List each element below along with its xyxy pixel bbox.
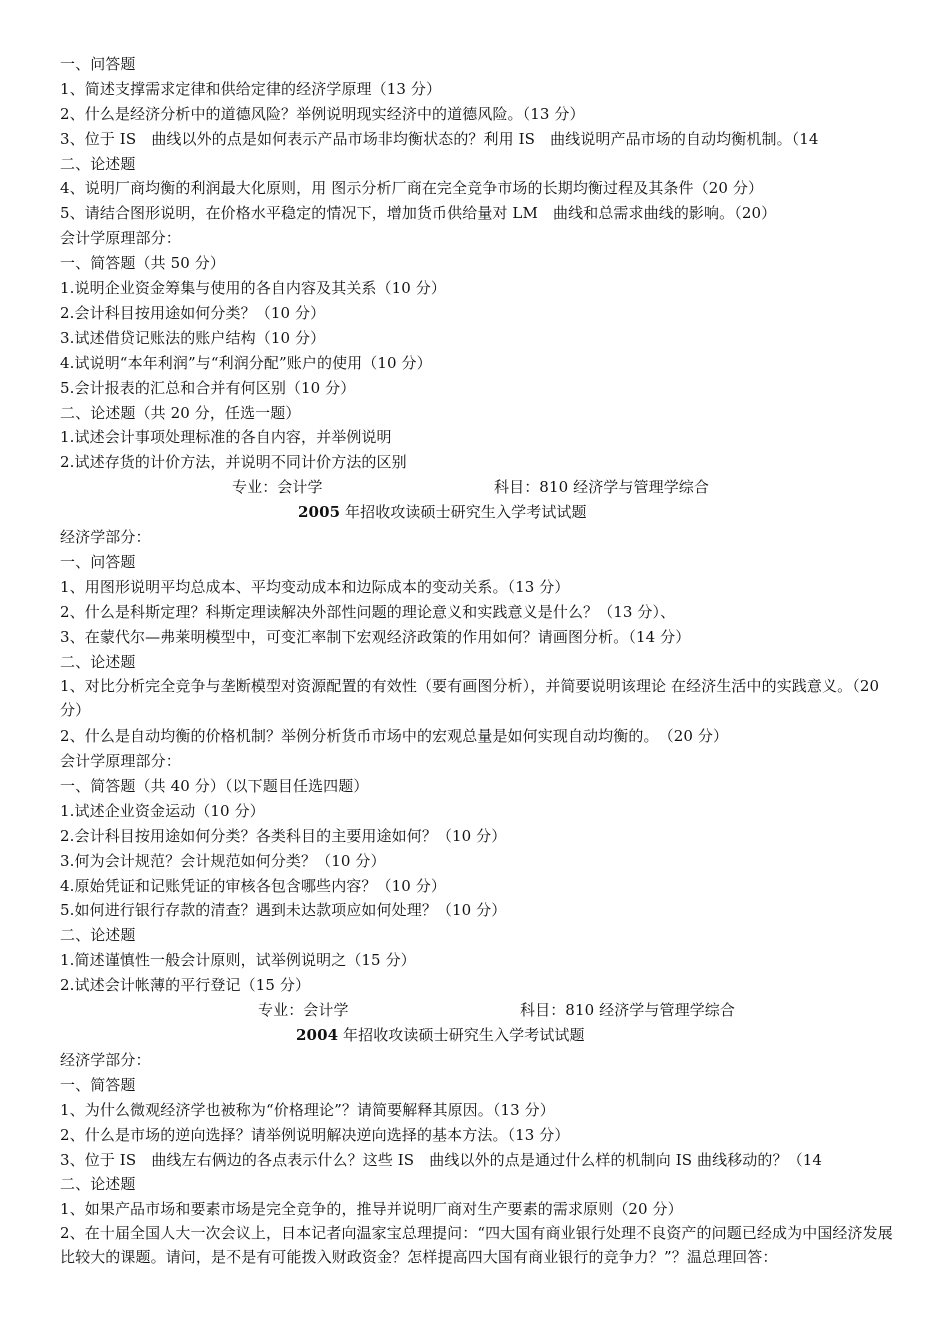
question-line: 1、对比分析完全竞争与垄断模型对资源配置的有效性（要有画图分析），并简要说明该理论 在经济生活中的实践意义。（20 分）	[60, 677, 880, 719]
section-heading: 一、问答题	[60, 553, 136, 571]
exam-title-text: 年招收攻读硕士研究生入学考试试题	[343, 1026, 585, 1044]
exam-year: 2004	[296, 1026, 339, 1044]
section-heading: 一、问答题	[60, 55, 136, 73]
exam-title-text: 年招收攻读硕士研究生入学考试试题	[345, 503, 587, 521]
question-line: 3.试述借贷记账法的账户结构（10 分）	[60, 329, 326, 347]
question-line: 2、什么是自动均衡的价格机制？举例分析货币市场中的宏观总量是如何实现自动均衡的。 （20 分）	[60, 727, 729, 745]
section-heading: 二、论述题	[60, 926, 136, 944]
question-line: 2、什么是市场的逆向选择？请举例说明解决逆向选择的基本方法。（13 分）	[60, 1126, 570, 1144]
question-line: 5.会计报表的汇总和合并有何区别（10 分）	[60, 379, 356, 397]
question-line: 3、位于 IS 曲线以外的点是如何表示产品市场非均衡状态的？利用 IS 曲线说明产品市场的自动均衡机制。（14	[60, 130, 819, 148]
section-heading: 一、简答题（共 40 分）（以下题目任选四题）	[60, 777, 369, 795]
question-line: 2、在十届全国人大一次会议上，日本记者向温家宝总理提问：“四大国有商业银行处理不良资产的问题已经成为中国经济发展比较大的课题。请问，是不是有可能拨入财政资金？怎样提高四大国有商业银行的竞争力？”？温总理回答：	[60, 1224, 893, 1266]
section-heading: 二、论述题	[60, 155, 136, 173]
question-line: 2.试述会计帐薄的平行登记（15 分）	[60, 976, 311, 994]
question-line: 1.简述谨慎性一般会计原则，试举例说明之（15 分）	[60, 951, 416, 969]
question-line: 4.原始凭证和记账凭证的审核各包含哪些内容？（10 分）	[60, 877, 446, 895]
question-line: 1.试述会计事项处理标准的各自内容，并举例说明	[60, 428, 392, 446]
exam-major: 专业：会计学	[232, 478, 323, 496]
section-heading: 二、论述题（共 20 分，任选一题）	[60, 404, 301, 422]
question-line: 4、说明厂商均衡的利润最大化原则，用 图示分析厂商在完全竞争市场的长期均衡过程及其条件（20 分）	[60, 179, 764, 197]
question-line: 2.试述存货的计价方法，并说明不同计价方法的区别	[60, 453, 407, 471]
section-heading: 一、简答题（共 50 分）	[60, 254, 225, 272]
part-heading: 会计学原理部分：	[60, 752, 181, 770]
section-heading: 二、论述题	[60, 653, 136, 671]
exam-subject: 科目：810 经济学与管理学综合	[520, 1001, 735, 1019]
exam-title	[298, 502, 587, 522]
part-heading: 经济学部分：	[60, 1051, 151, 1069]
question-line: 1、如果产品市场和要素市场是完全竞争的，推导并说明厂商对生产要素的需求原则（20 分）	[60, 1200, 683, 1218]
part-heading: 会计学原理部分：	[60, 229, 181, 247]
part-heading: 经济学部分：	[60, 528, 151, 546]
exam-title	[296, 1025, 585, 1045]
exam-major: 专业：会计学	[258, 1001, 349, 1019]
question-line: 1、简述支撑需求定律和供给定律的经济学原理（13 分）	[60, 80, 442, 98]
question-line: 4.试说明“本年利润”与“利润分配”账户的使用（10 分）	[60, 354, 432, 372]
question-line: 1、用图形说明平均总成本、平均变动成本和边际成本的变动关系。（13 分）	[60, 578, 570, 596]
section-heading: 二、论述题	[60, 1175, 136, 1193]
question-line: 1、为什么微观经济学也被称为“价格理论”？请简要解释其原因。（13 分）	[60, 1101, 555, 1119]
exam-year: 2005	[298, 503, 341, 521]
question-line: 1.说明企业资金筹集与使用的各自内容及其关系（10 分）	[60, 279, 446, 297]
exam-subject: 科目：810 经济学与管理学综合	[494, 478, 709, 496]
question-line: 2、什么是科斯定理？科斯定理读解决外部性问题的理论意义和实践意义是什么？（13 分）、	[60, 603, 676, 621]
question-line: 2.会计科目按用途如何分类？（10 分）	[60, 304, 326, 322]
question-line: 3、在蒙代尔—弗莱明模型中，可变汇率制下宏观经济政策的作用如何？请画图分析。（14 分）	[60, 628, 691, 646]
question-line: 3.何为会计规范？会计规范如何分类？（10 分）	[60, 852, 386, 870]
question-line: 1.试述企业资金运动（10 分）	[60, 802, 265, 820]
question-line: 2.会计科目按用途如何分类？各类科目的主要用途如何？（10 分）	[60, 827, 507, 845]
question-line: 3、位于 IS 曲线左右俩边的各点表示什么？这些 IS 曲线以外的点是通过什么样的机制向 IS 曲线移动的？（14	[60, 1151, 823, 1169]
question-line: 5、请结合图形说明，在价格水平稳定的情况下，增加货币供给量对 LM 曲线和总需求曲线的影响。（20）	[60, 204, 777, 222]
section-heading: 一、简答题	[60, 1076, 136, 1094]
question-line: 2、什么是经济分析中的道德风险？举例说明现实经济中的道德风险。（13 分）	[60, 105, 585, 123]
question-line: 5.如何进行银行存款的清查？遇到未达款项应如何处理？（10 分）	[60, 901, 507, 919]
